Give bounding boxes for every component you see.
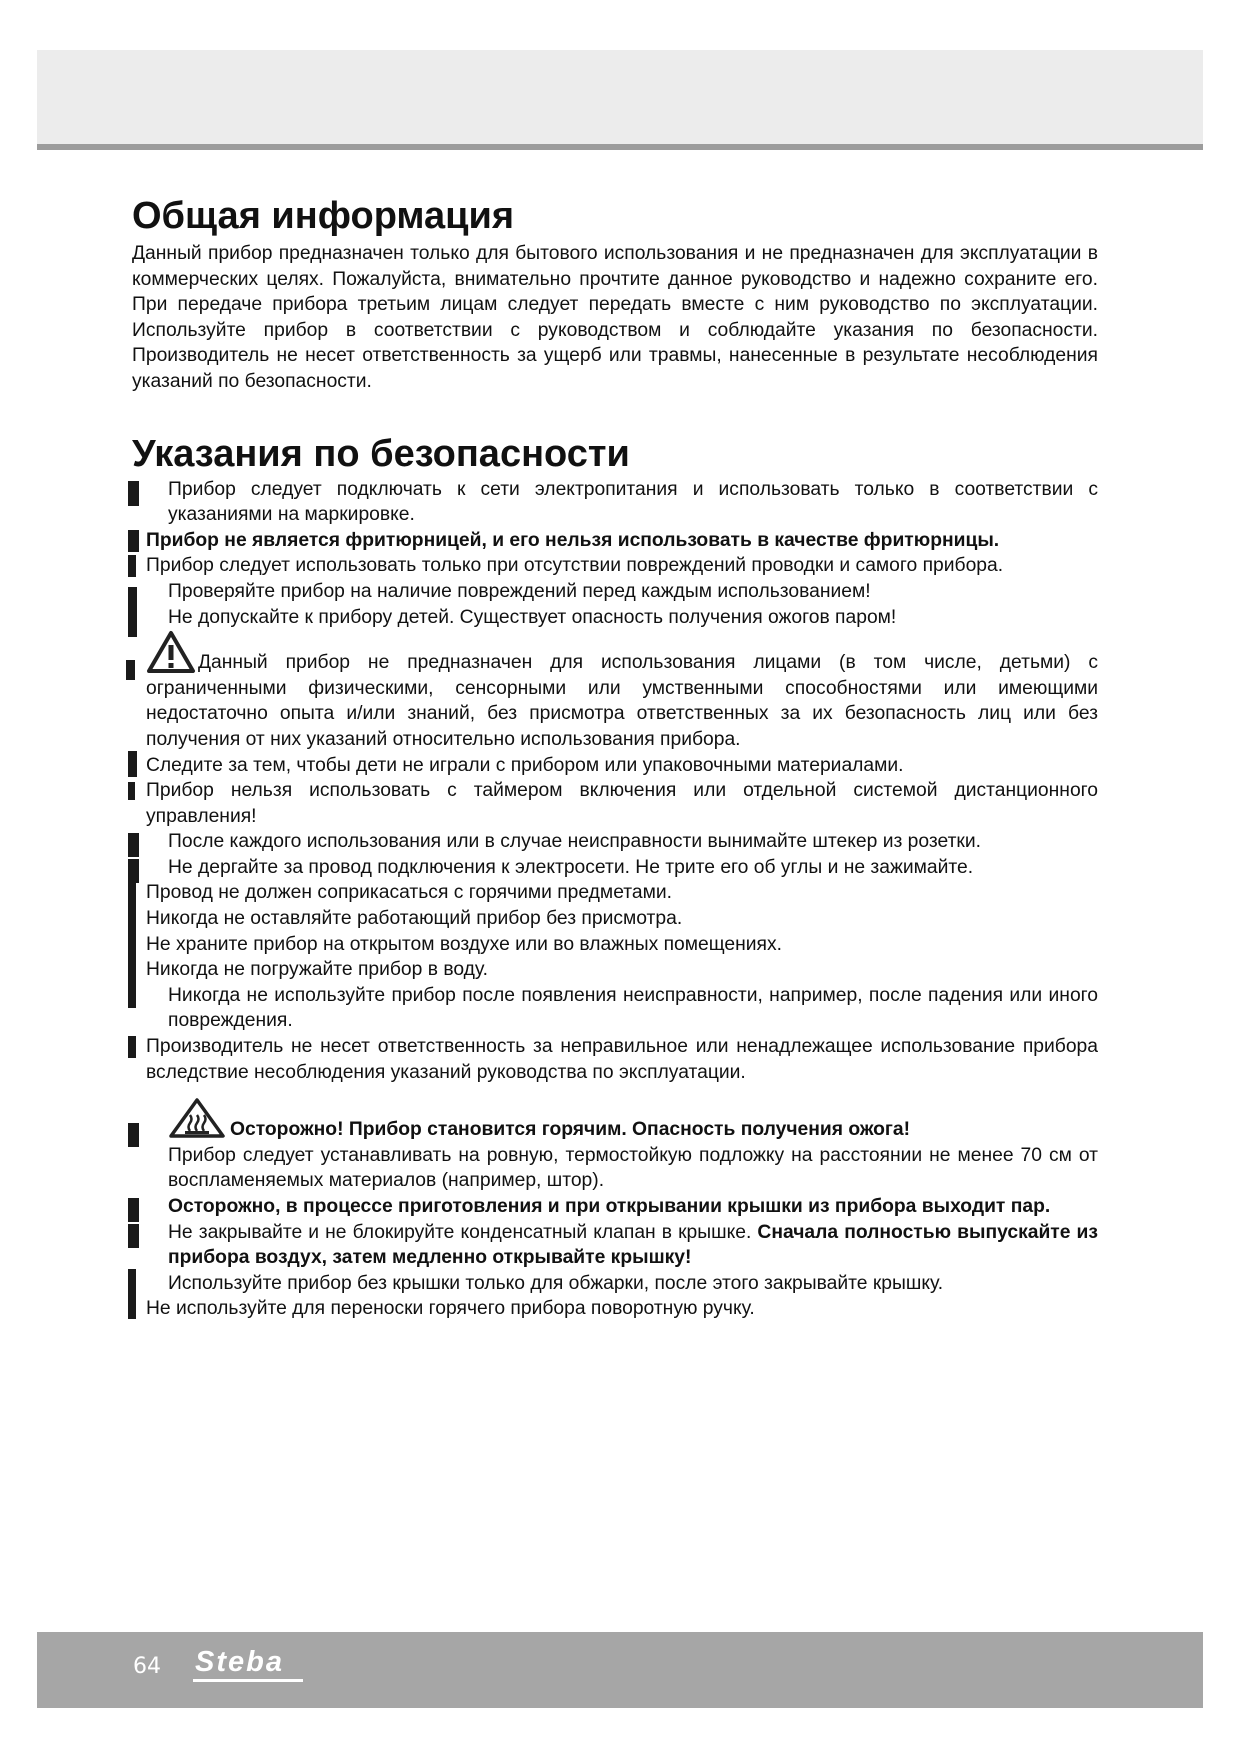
general-info-heading: Общая информация: [132, 195, 515, 237]
safety-item: Используйте прибор без крышки только для обжарки, после этого закрывайте крышку.: [132, 1271, 1098, 1297]
safety-item: Не используйте для переноски горячего прибора поворотную ручку.: [146, 1298, 755, 1320]
marker-bar: [126, 660, 135, 680]
marker-bar: [128, 782, 135, 800]
safety-item: Не закрывайте и не блокируйте конденсатный клапан в крышке. Сначала полностью выпускайте из прибора воздух, затем медленно открывайте крышку!: [132, 1220, 1098, 1271]
safety-heading: Указания по безопасности: [132, 432, 630, 475]
safety-item: После каждого использования или в случае неисправности вынимайте штекер из розетки.: [132, 829, 1098, 855]
marker-bar: [128, 751, 137, 777]
page-number: 64: [133, 1654, 161, 1679]
warning-triangle-icon: [146, 630, 196, 674]
page-content: [132, 195, 1098, 1322]
marker-bar: [128, 859, 139, 883]
logo-underline: [193, 1679, 303, 1682]
safety-item: Данный прибор не предназначен для использования лицами (в том числе, детьми) с ограниченными физическими, сенсорными или умственными способностями или имеющими недостаточно опыта и/или знаний, без присмотра ответственных за их безопасность лиц или без получения от них указаний относительно использования прибора.: [132, 630, 1098, 752]
marker-bar: [128, 1198, 139, 1222]
safety-item: Не допускайте к прибору детей. Существует опасность получения ожогов паром!: [168, 606, 897, 628]
safety-item: Прибор следует устанавливать на ровную, термостойкую подложку на расстоянии не менее 70 см от воспламеняемых материалов (например, штор).: [168, 1144, 1098, 1192]
safety-item: Прибор не является фритюрницей, и его нельзя использовать в качестве фритюрницы.: [132, 528, 1098, 554]
brand-logo: Steba: [195, 1646, 284, 1678]
safety-item: Не храните прибор на открытом воздухе или во влажных помещениях.: [146, 933, 782, 955]
safety-item: Прибор нельзя использовать с таймером включения или отдельной системой дистанционного управления!: [132, 778, 1098, 829]
safety-item: Провод не должен соприкасаться с горячими предметами.: [132, 880, 1098, 906]
safety-item: Прибор следует использовать только при отсутствии повреждений проводки и самого прибора.: [132, 553, 1098, 579]
marker-bar: [128, 555, 136, 577]
safety-item: Осторожно! Прибор становится горячим. Опасность получения ожога!: [132, 1097, 1098, 1143]
marker-bar: [128, 530, 139, 552]
page-header-band: [37, 50, 1203, 150]
safety-item: Никогда не оставляйте работающий прибор без присмотра.: [146, 908, 683, 930]
general-info-text: Данный прибор предназначен только для бытового использования и не предназначен для эксплуатации в коммерческих целях. Пожалуйста, внимательно прочтите данное руководство и надежно сохраните его. При передаче прибора третьим лицам следует передать вместе с ним руководство по эксплуатации. Используйте прибор в соответствии с руководством и соблюдайте указания по безопасности. Производитель не несет ответственность за ущерб или травмы, нанесенные в результате несоблюдения указаний по безопасности.: [132, 243, 1098, 392]
hot-surface-icon: [168, 1097, 226, 1139]
safety-item: Никогда не используйте прибор после появления неисправности, например, после падения или иного повреждения.: [168, 984, 1098, 1032]
safety-item: Прибор следует подключать к сети электропитания и использовать только в соответствии с указаниями на маркировке.: [132, 477, 1098, 528]
safety-item: Никогда не погружайте прибор в воду.: [146, 959, 488, 981]
safety-item: Осторожно, в процессе приготовления и при открывании крышки из прибора выходит пар.: [132, 1194, 1098, 1220]
marker-bar: [128, 1224, 139, 1248]
page-footer-band: [37, 1632, 1203, 1708]
safety-item: Производитель не несет ответственность за неправильное или ненадлежащее использование прибора вследствие несоблюдения указаний руководства по эксплуатации.: [132, 1034, 1098, 1085]
safety-item: Следите за тем, чтобы дети не играли с прибором или упаковочными материалами.: [132, 753, 1098, 779]
marker-bar: [128, 833, 139, 857]
marker-bar: [128, 1036, 136, 1058]
safety-item: Проверяйте прибор на наличие повреждений перед каждым использованием!: [132, 579, 1098, 605]
marker-bar: [128, 481, 139, 506]
safety-list: [132, 477, 1098, 1322]
safety-item: Не дергайте за провод подключения к электросети. Не трите его об углы и не зажимайте.: [132, 855, 1098, 881]
